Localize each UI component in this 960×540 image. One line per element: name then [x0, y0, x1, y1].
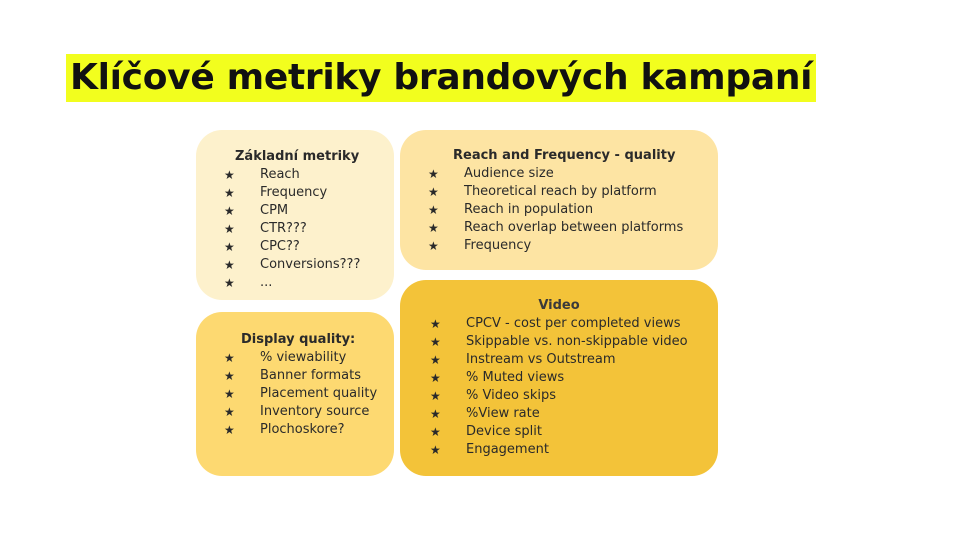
list-item [428, 201, 718, 219]
video-card [400, 280, 718, 476]
star-bullet-icon: ★ [224, 222, 235, 236]
list-item-text: % viewability [260, 350, 347, 365]
list-item-text: Instream vs Outstream [466, 352, 616, 367]
list-item [430, 315, 718, 333]
list-item-text: Reach overlap between platforms [464, 220, 684, 235]
reach-frequency-list [428, 165, 718, 255]
list-item-text: Skippable vs. non-skippable video [466, 334, 688, 349]
list-item-text: Inventory source [260, 404, 370, 419]
star-bullet-icon: ★ [224, 204, 235, 218]
list-item-text: %View rate [466, 406, 540, 421]
star-bullet-icon: ★ [428, 239, 439, 253]
star-bullet-icon: ★ [430, 443, 441, 457]
star-bullet-icon: ★ [224, 168, 235, 182]
star-bullet-icon: ★ [428, 167, 439, 181]
list-item [224, 367, 394, 385]
slide-title: Klíčové metriky brandových kampaní [66, 54, 816, 102]
list-item-text: Reach [260, 167, 300, 182]
list-item [224, 202, 394, 220]
list-item [224, 349, 394, 367]
list-item [428, 237, 718, 255]
list-item-text: Engagement [466, 442, 549, 457]
star-bullet-icon: ★ [224, 369, 235, 383]
list-item [430, 369, 718, 387]
star-bullet-icon: ★ [430, 353, 441, 367]
star-bullet-icon: ★ [224, 351, 235, 365]
list-item [430, 351, 718, 369]
list-item [224, 238, 394, 256]
list-item-text: CPCV - cost per completed views [466, 316, 681, 331]
list-item [224, 184, 394, 202]
list-item [224, 256, 394, 274]
list-item [224, 385, 394, 403]
list-item-text: Frequency [464, 238, 532, 253]
list-item-text: Conversions??? [260, 257, 361, 272]
star-bullet-icon: ★ [430, 317, 441, 331]
basic-metrics-title: Základní metriky [235, 149, 360, 164]
reach-frequency-title: Reach and Frequency - quality [453, 148, 676, 163]
star-bullet-icon: ★ [430, 335, 441, 349]
star-bullet-icon: ★ [224, 423, 235, 437]
list-item-text: CPM [260, 203, 289, 218]
list-item [430, 441, 718, 459]
star-bullet-icon: ★ [430, 389, 441, 403]
list-item-text: Placement quality [260, 386, 378, 401]
list-item-text: Theoretical reach by platform [464, 184, 657, 199]
list-item [224, 166, 394, 184]
list-item-text: Audience size [464, 166, 554, 181]
list-item [428, 165, 718, 183]
star-bullet-icon: ★ [428, 203, 439, 217]
list-item [224, 220, 394, 238]
display-quality-title: Display quality: [241, 332, 356, 347]
list-item [428, 219, 718, 237]
star-bullet-icon: ★ [224, 258, 235, 272]
star-bullet-icon: ★ [224, 405, 235, 419]
list-item [430, 405, 718, 423]
basic-metrics-card [196, 130, 394, 300]
star-bullet-icon: ★ [224, 276, 235, 290]
list-item [224, 421, 394, 439]
star-bullet-icon: ★ [430, 371, 441, 385]
list-item [224, 403, 394, 421]
list-item-text: % Video skips [466, 388, 556, 403]
list-item-text: CTR??? [260, 221, 307, 236]
star-bullet-icon: ★ [428, 221, 439, 235]
star-bullet-icon: ★ [224, 240, 235, 254]
star-bullet-icon: ★ [430, 407, 441, 421]
list-item-text: ... [260, 275, 273, 290]
star-bullet-icon: ★ [224, 186, 235, 200]
video-list [430, 315, 718, 459]
list-item-text: Plochoskore? [260, 422, 345, 437]
list-item [428, 183, 718, 201]
reach-frequency-card [400, 130, 718, 270]
star-bullet-icon: ★ [428, 185, 439, 199]
basic-metrics-list [224, 166, 394, 292]
star-bullet-icon: ★ [224, 387, 235, 401]
list-item-text: Banner formats [260, 368, 361, 383]
display-quality-list [224, 349, 394, 439]
star-bullet-icon: ★ [430, 425, 441, 439]
list-item-text: Device split [466, 424, 542, 439]
list-item [430, 423, 718, 441]
list-item [430, 387, 718, 405]
list-item-text: Frequency [260, 185, 328, 200]
display-quality-card [196, 312, 394, 476]
list-item [430, 333, 718, 351]
list-item [224, 274, 394, 292]
list-item-text: % Muted views [466, 370, 565, 385]
list-item-text: CPC?? [260, 239, 300, 254]
video-title: Video [538, 298, 580, 313]
list-item-text: Reach in population [464, 202, 594, 217]
